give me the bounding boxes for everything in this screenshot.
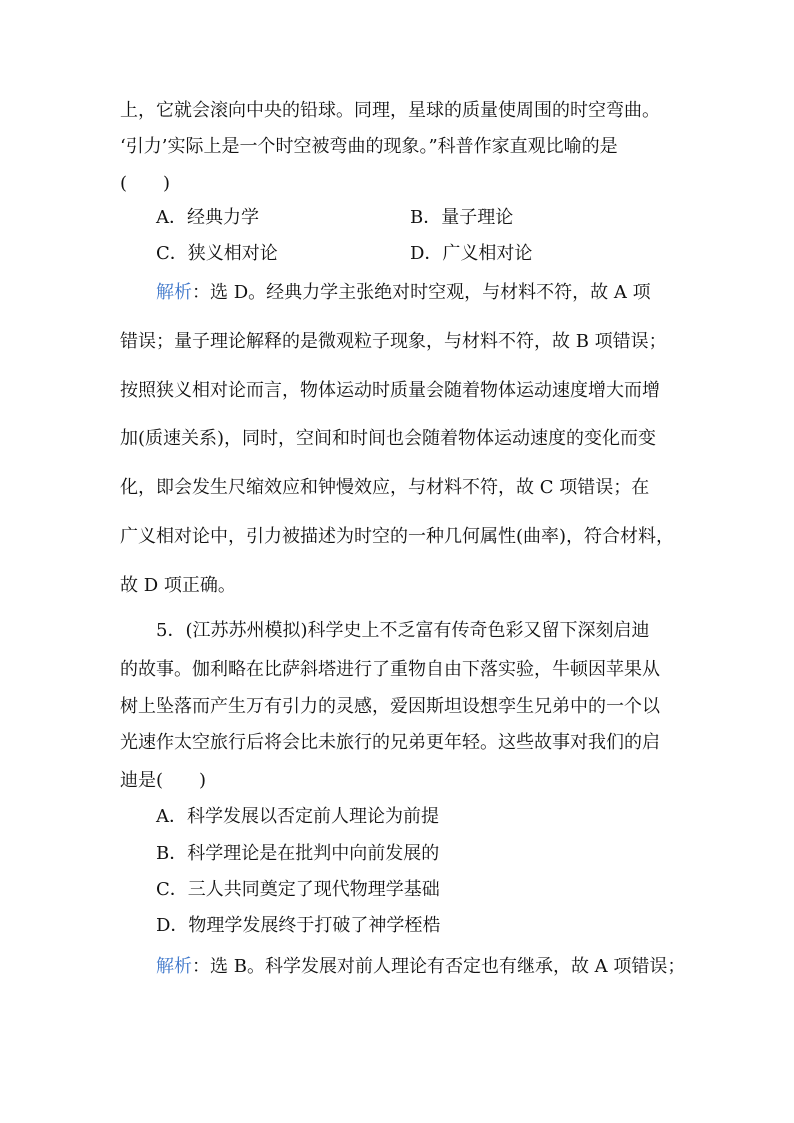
q4-answer-blank: ( ) xyxy=(120,173,171,194)
q5-analysis-label: 解析 xyxy=(156,956,192,977)
q5-stem-line-5: 迪是( ) xyxy=(120,770,207,791)
q4-stem-line-1: 上，它就会滚向中央的铅球。同理，星球的质量使周围的时空弯曲。 xyxy=(120,100,660,121)
q5-option-a: A．科学发展以否定前人理论为前提 xyxy=(156,806,439,827)
q5-stem-line-4: 光速作太空旅行后将会比未旅行的兄弟更年轻。这些故事对我们的启 xyxy=(120,732,660,753)
q4-analysis-label: 解析 xyxy=(156,282,192,303)
q5-stem-line-1: 5．(江苏苏州模拟)科学史上不乏富有传奇色彩又留下深刻启迪 xyxy=(156,620,650,641)
q4-stem-line-2: ‘引力’实际上是一个时空被弯曲的现象。”科普作家直观比喻的是 xyxy=(120,136,618,157)
q4-analysis-line-6: 广义相对论中，引力被描述为时空的一种几何属性(曲率)，符合材料， xyxy=(120,526,675,547)
q4-option-a: A．经典力学 xyxy=(156,207,259,228)
q4-analysis-line-4: 加(质速关系)，同时，空间和时间也会随着物体运动速度的变化而变 xyxy=(120,428,657,449)
q4-analysis-line-7: 故 D 项正确。 xyxy=(120,575,236,596)
q5-analysis-first: ：选 B。科学发展对前人理论有否定也有继承，故 A 项错误； xyxy=(192,956,686,977)
q5-analysis-line-1 xyxy=(156,956,716,978)
q4-analysis-line-2: 错误；量子理论解释的是微观粒子现象，与材料不符，故 B 项错误； xyxy=(120,331,667,352)
q5-option-b: B．科学理论是在批判中向前发展的 xyxy=(156,843,440,864)
q4-option-d: D．广义相对论 xyxy=(410,243,533,264)
q5-stem-line-2: 的故事。伽利略在比萨斜塔进行了重物自由下落实验，牛顿因苹果从 xyxy=(120,659,660,680)
q5-stem-line-3: 树上坠落而产生万有引力的灵感，爱因斯坦设想孪生兄弟中的一个以 xyxy=(120,696,660,717)
q4-analysis-line-1 xyxy=(156,282,716,304)
q5-option-d: D．物理学发展终于打破了神学桎梏 xyxy=(156,915,441,936)
q4-option-b: B．量子理论 xyxy=(410,207,514,228)
q5-option-c: C．三人共同奠定了现代物理学基础 xyxy=(156,879,440,900)
q4-analysis-first: ：选 D。经典力学主张绝对时空观，与材料不符，故 A 项 xyxy=(192,282,651,303)
q4-analysis-line-3: 按照狭义相对论而言，物体运动时质量会随着物体运动速度增大而增 xyxy=(120,380,660,401)
q4-analysis-line-5: 化，即会发生尺缩效应和钟慢效应，与材料不符，故 C 项错误；在 xyxy=(120,477,650,498)
q4-option-c: C．狭义相对论 xyxy=(156,243,278,264)
